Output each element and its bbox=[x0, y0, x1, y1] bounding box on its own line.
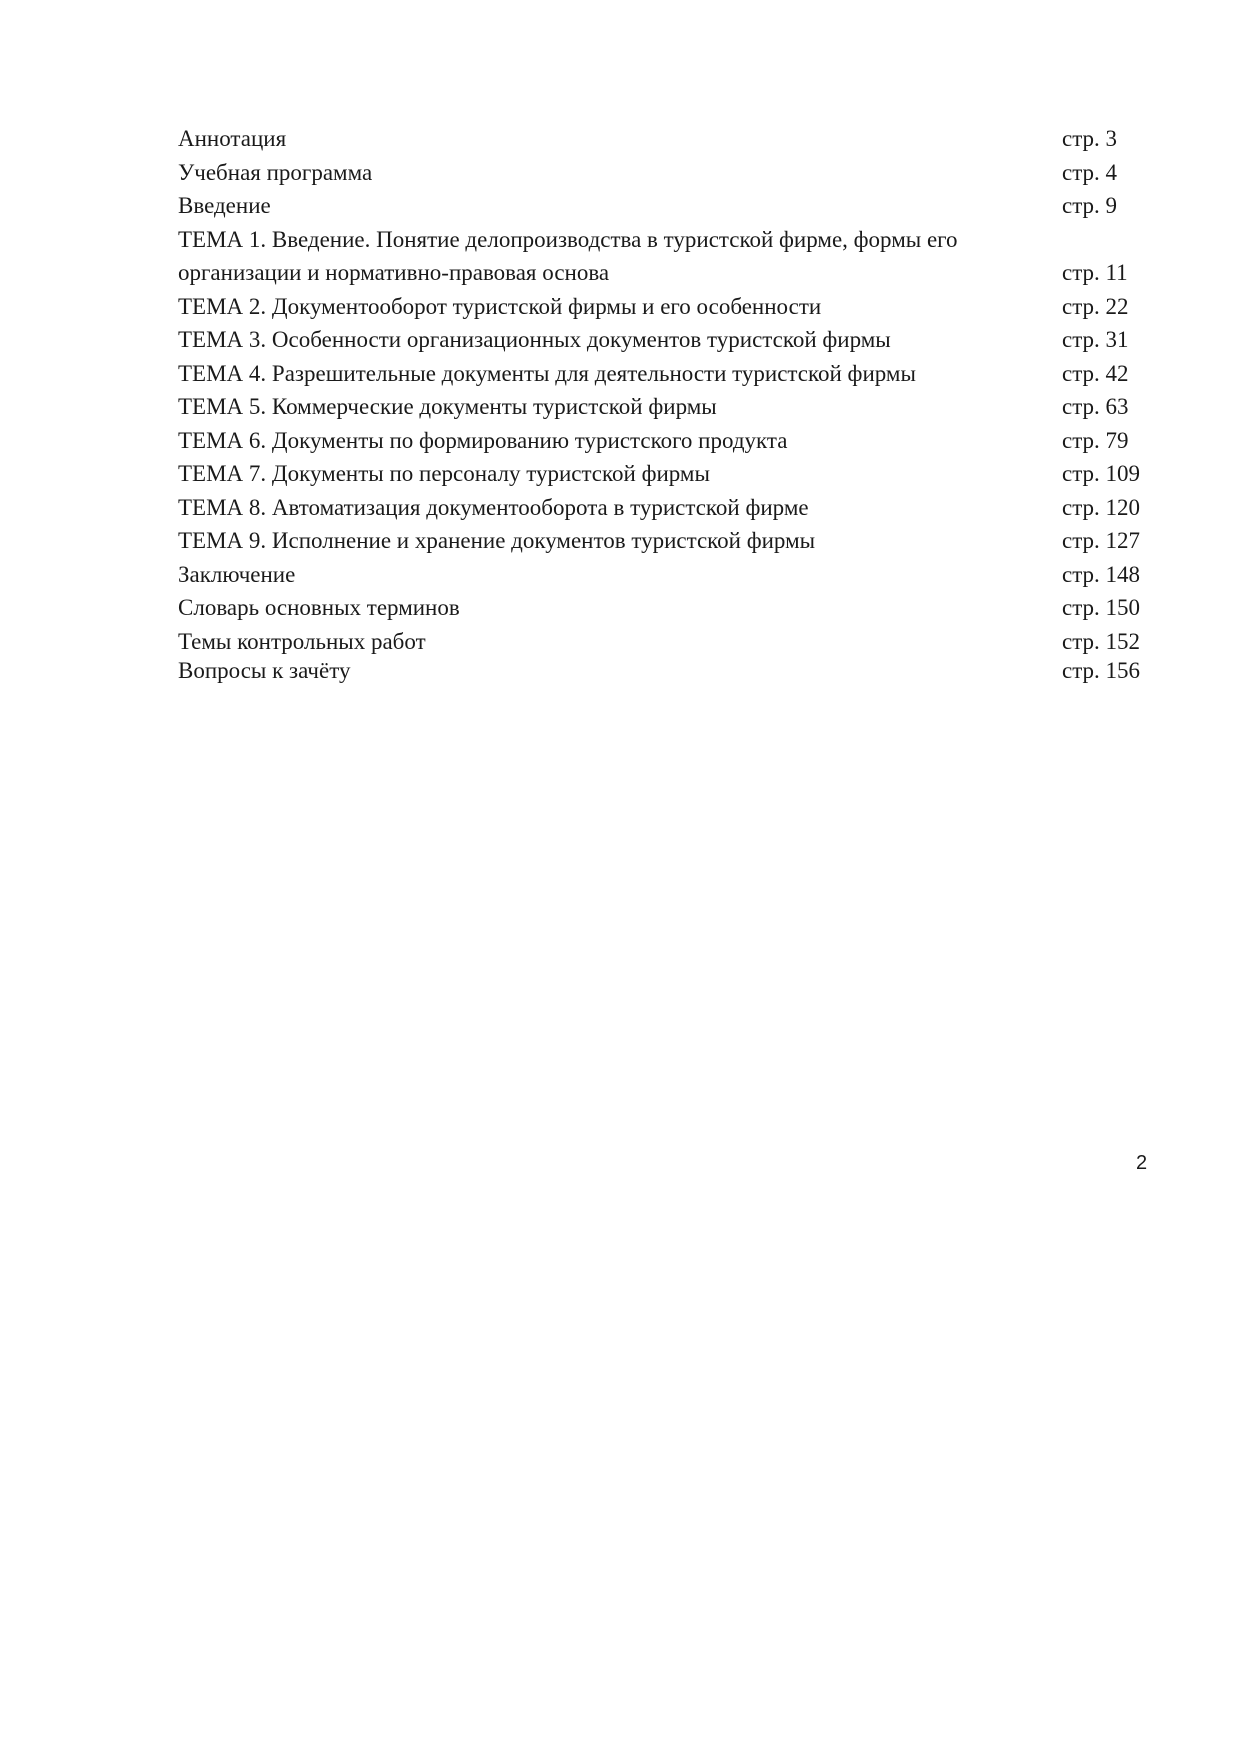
toc-entry-title: ТЕМА 8. Автоматизация документооборота в туристской фирме bbox=[178, 494, 809, 520]
toc-entry-page: стр. 3 bbox=[1062, 126, 1118, 151]
toc-entry-page: стр. 152 bbox=[1062, 628, 1141, 654]
toc-entry-page: стр. 31 bbox=[1062, 327, 1129, 352]
toc-entry-title: ТЕМА 5. Коммерческие документы туристской фирмы bbox=[178, 394, 717, 419]
toc-entry-topic-3 bbox=[178, 323, 1158, 357]
toc-entry-title bbox=[178, 223, 1062, 290]
toc-entry-curriculum bbox=[178, 156, 1158, 190]
toc-entry-page: стр. 127 bbox=[1062, 528, 1141, 553]
toc-entry-page: стр. 79 bbox=[1062, 427, 1129, 453]
toc-entry-page: стр. 148 bbox=[1062, 561, 1141, 587]
toc-entry-introduction bbox=[178, 189, 1158, 223]
toc-entry-page: стр. 42 bbox=[1062, 360, 1129, 386]
toc-entry-title: ТЕМА 2. Документооборот туристской фирмы и его особенности bbox=[178, 293, 822, 319]
toc-entry-page: стр. 156 bbox=[1062, 658, 1141, 683]
toc-entry-title: Темы контрольных работ bbox=[178, 628, 426, 654]
toc-entry-page: стр. 4 bbox=[1062, 159, 1118, 185]
toc-entry-page: стр. 63 bbox=[1062, 394, 1129, 419]
toc-entry-page: стр. 150 bbox=[1062, 595, 1141, 620]
toc-entry-page: стр. 9 bbox=[1062, 193, 1118, 218]
toc-entry-page: стр. 22 bbox=[1062, 293, 1129, 319]
toc-entry-topic-2 bbox=[178, 290, 1158, 324]
toc-entry-page: стр. 109 bbox=[1062, 461, 1141, 486]
toc-entry-title: ТЕМА 9. Исполнение и хранение документов туристской фирмы bbox=[178, 528, 816, 553]
toc-entry-title: ТЕМА 3. Особенности организационных документов туристской фирмы bbox=[178, 327, 891, 352]
toc-entry-topic-9 bbox=[178, 524, 1158, 558]
toc-entry-title: Введение bbox=[178, 193, 271, 218]
toc-entry-title: ТЕМА 7. Документы по персоналу туристской фирмы bbox=[178, 461, 710, 486]
toc-entry-topic-1 bbox=[178, 223, 1158, 290]
toc-entry-title: Учебная программа bbox=[178, 159, 373, 185]
toc-entry-title: Словарь основных терминов bbox=[178, 595, 460, 620]
toc-entry-conclusion bbox=[178, 558, 1158, 592]
toc-entry-title: Вопросы к зачёту bbox=[178, 658, 351, 683]
toc-entry-topic-4 bbox=[178, 357, 1158, 391]
toc-entry-annotation bbox=[178, 122, 1158, 156]
toc-entry-topic-5 bbox=[178, 390, 1158, 424]
page-number: 2 bbox=[1136, 1152, 1148, 1174]
toc-entry-exam-questions bbox=[178, 658, 1158, 684]
toc-entry-topic-7 bbox=[178, 457, 1158, 491]
toc-entry-title: Заключение bbox=[178, 561, 296, 587]
toc-entry-title-line-1: ТЕМА 1. Введение. Понятие делопроизводства в туристской фирме, формы его bbox=[178, 226, 958, 252]
toc-entry-topic-8 bbox=[178, 491, 1158, 525]
toc-entry-topic-6 bbox=[178, 424, 1158, 458]
toc-entry-title: ТЕМА 6. Документы по формированию туристского продукта bbox=[178, 427, 788, 453]
toc-entry-test-topics bbox=[178, 625, 1158, 659]
toc-entry-title-line-2: организации и нормативно-правовая основа bbox=[178, 260, 610, 285]
toc-entry-title: Аннотация bbox=[178, 126, 287, 151]
toc-entry-title: ТЕМА 4. Разрешительные документы для деятельности туристской фирмы bbox=[178, 360, 916, 386]
table-of-contents bbox=[178, 122, 1158, 684]
toc-entry-glossary bbox=[178, 591, 1158, 625]
toc-entry-page: стр. 11 bbox=[1062, 260, 1128, 285]
toc-entry-page: стр. 120 bbox=[1062, 494, 1141, 520]
